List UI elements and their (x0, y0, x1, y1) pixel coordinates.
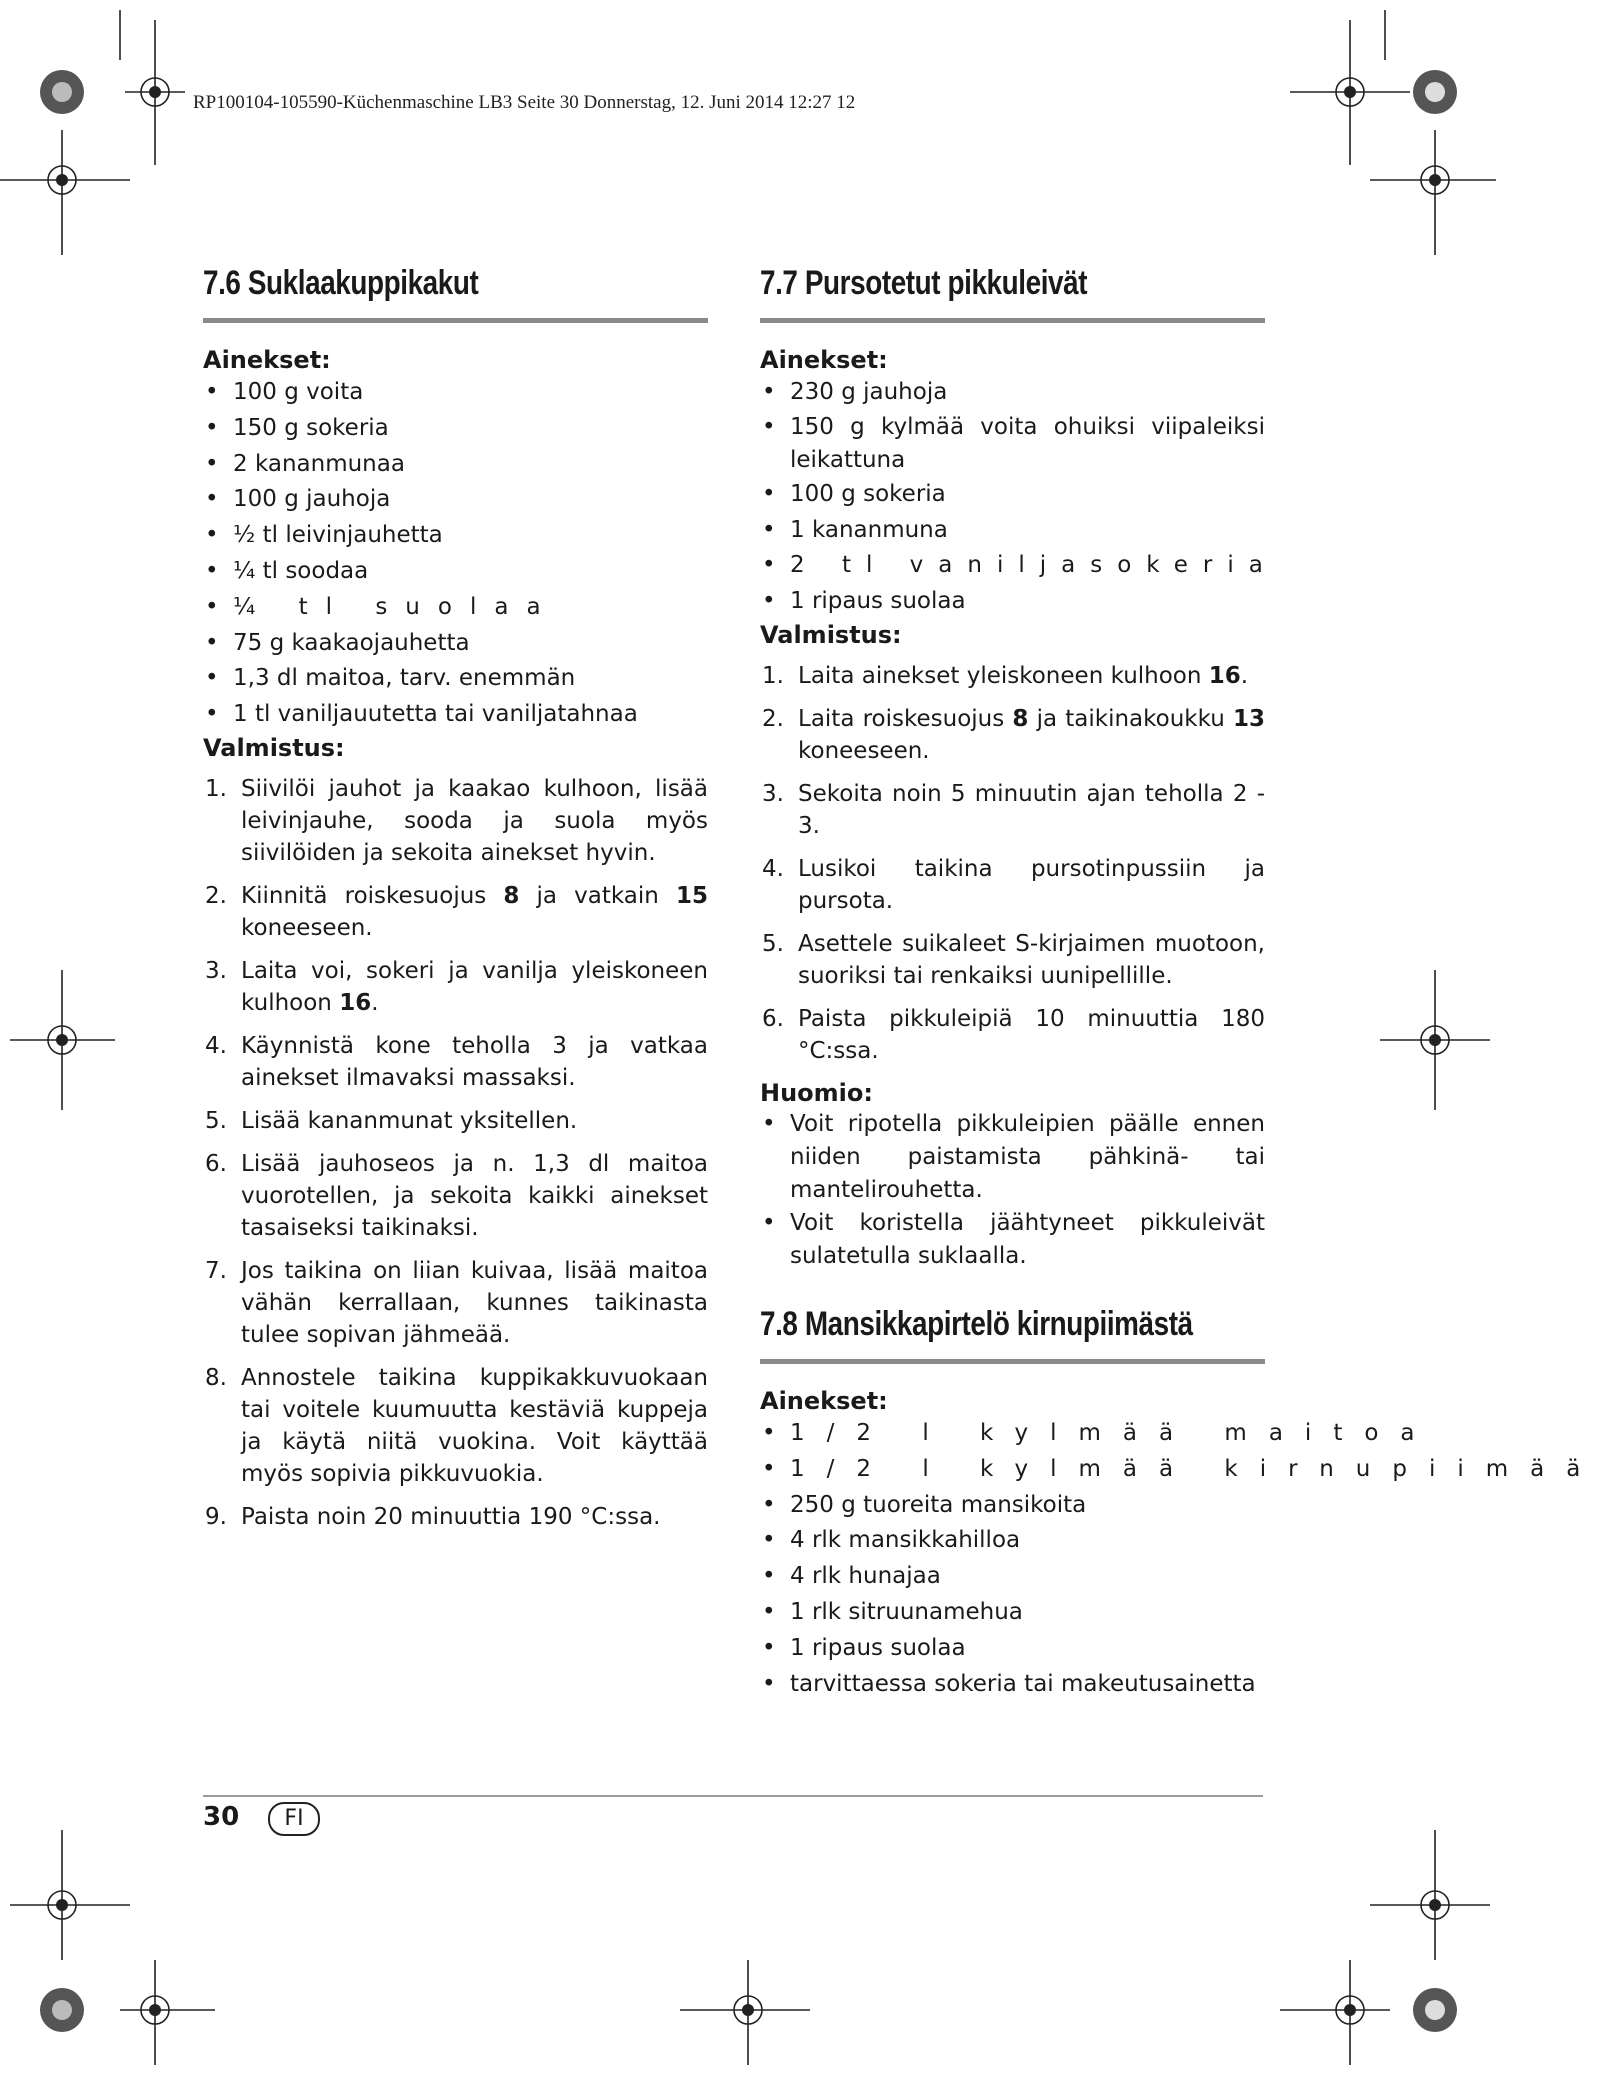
section-title-7-6: 7.6 Suklaakuppikakut (203, 264, 479, 302)
step-item: 3. Sekoita noin 5 minuutin ajan teholla 2 - 3. (762, 780, 1265, 839)
list-item: • 2 tl vaniljasokeria (762, 552, 1278, 579)
ingredients-list (760, 1416, 1602, 1702)
step-item: 4. Lusikoi taikina pursotinpussiin ja pursota. (762, 855, 1265, 914)
notes-list (760, 1108, 1265, 1273)
list-item: • 1 ripaus suolaa (762, 1634, 966, 1661)
ingredients-heading: Ainekset: (203, 346, 331, 374)
step-item: 4. Käynnistä kone teholla 3 ja vatkaa ainekset ilmavaksi massaksi. (205, 1032, 708, 1091)
list-item: • 250 g tuoreita mansikoita (762, 1491, 1087, 1518)
left-column (203, 262, 708, 1544)
list-item: • 75 g kaakaojauhetta (205, 629, 470, 656)
section-title-7-7: 7.7 Pursotetut pikkuleivät (760, 264, 1088, 302)
step-item: 5. Lisää kananmunat yksitellen. (205, 1107, 578, 1134)
list-item: • 100 g jauhoja (205, 486, 391, 513)
step-item: 5. Asettele suikaleet S-kirjaimen muotoon, suoriksi tai renkaiksi uunipellille. (762, 930, 1265, 989)
step-item: 2. Kiinnitä roiskesuojus 8 ja vatkain 15 koneeseen. (205, 882, 708, 941)
step-item: 1. Siivilöi jauhot ja kaakao kulhoon, lisää leivinjauhe, sooda ja suola myös siivilöiden ja sekoita ainekset hyvin. (205, 775, 708, 866)
print-header: RP100104-105590-Küchenmaschine LB3 Seite 30 Donnerstag, 12. Juni 2014 12:27 12 (193, 92, 856, 113)
list-item: • 1 tl vaniljauutetta tai vaniljatahnaa (205, 701, 638, 728)
list-item: • 150 g kylmää voita ohuiksi viipaleiksi leikattuna (762, 413, 1265, 473)
list-item: • ¼ tl suolaa (205, 593, 559, 620)
step-item: 6. Paista pikkuleipiä 10 minuuttia 180 °C:ssa. (762, 1005, 1265, 1064)
method-steps (760, 660, 1265, 1067)
note-heading: Huomio: (760, 1078, 873, 1107)
list-item: • 1 rlk sitruunamehua (762, 1598, 1023, 1625)
list-item: • 1 kananmuna (762, 516, 948, 543)
list-item: • 2 kananmunaa (205, 450, 405, 477)
ingredients-list (760, 375, 1278, 620)
list-item: • 4 rlk mansikkahilloa (762, 1527, 1021, 1554)
ingredients-heading: Ainekset: (760, 346, 888, 374)
page-number: 30 (203, 1802, 240, 1832)
list-item: • 230 g jauhoja (762, 379, 948, 405)
step-item: 3. Laita voi, sokeri ja vanilja yleiskoneen kulhoon 16. (205, 957, 708, 1016)
ingredients-heading: Ainekset: (760, 1386, 888, 1415)
language-badge: FI (268, 1802, 320, 1836)
step-item: 9. Paista noin 20 minuuttia 190 °C:ssa. (205, 1503, 661, 1530)
method-heading: Valmistus: (760, 620, 902, 649)
list-item: • tarvittaessa sokeria tai makeutusainetta (762, 1670, 1256, 1697)
step-item: 6. Lisää jauhoseos ja n. 1,3 dl maitoa vuorotellen, ja sekoita kaikki ainekset tasaiseksi taikinaksi. (205, 1150, 708, 1241)
list-item: • 1,3 dl maitoa, tarv. enemmän (205, 665, 576, 692)
list-item: • 1/2 l kylmää maitoa (762, 1419, 1437, 1446)
list-item: • ¼ tl soodaa (205, 557, 369, 584)
section-title-7-8: 7.8 Mansikkapirtelö kirnupiimästä (760, 1304, 1193, 1343)
step-item: 1. Laita ainekset yleiskoneen kulhoon 16. (762, 662, 1249, 689)
method-heading: Valmistus: (203, 733, 345, 762)
step-item: 2. Laita roiskesuojus 8 ja taikinakoukku 13 koneeseen. (762, 705, 1265, 764)
method-steps (203, 773, 708, 1533)
ingredients-list (203, 375, 708, 733)
list-item: • Voit ripotella pikkuleipien päälle ennen niiden paistamista pähkinä- tai mantelirouhetta. (762, 1110, 1265, 1203)
list-item: • 100 g voita (205, 379, 364, 405)
step-item: 7. Jos taikina on liian kuivaa, lisää maitoa vähän kerrallaan, kunnes taikinasta tulee sopivan jähmeää. (205, 1257, 708, 1348)
footer-rule (203, 1795, 1263, 1797)
list-item: • ½ tl leivinjauhetta (205, 522, 443, 549)
list-item: • 4 rlk hunajaa (762, 1563, 941, 1590)
list-item: • 100 g sokeria (762, 480, 946, 507)
step-item: 8. Annostele taikina kuppikakkuvuokaan tai voitele kuumuutta kestäviä kuppeja ja käytä niitä vuokina. Voit käyttää myös sopivia pikkuvuokia. (205, 1364, 708, 1487)
right-column (760, 262, 1602, 1702)
list-item: • Voit koristella jäähtyneet pikkuleivät sulatetulla suklaalla. (762, 1209, 1265, 1269)
list-item: • 150 g sokeria (205, 414, 389, 441)
list-item: • 1/2 l kylmää kirnupiimää (762, 1455, 1602, 1482)
list-item: • 1 ripaus suolaa (762, 588, 966, 615)
